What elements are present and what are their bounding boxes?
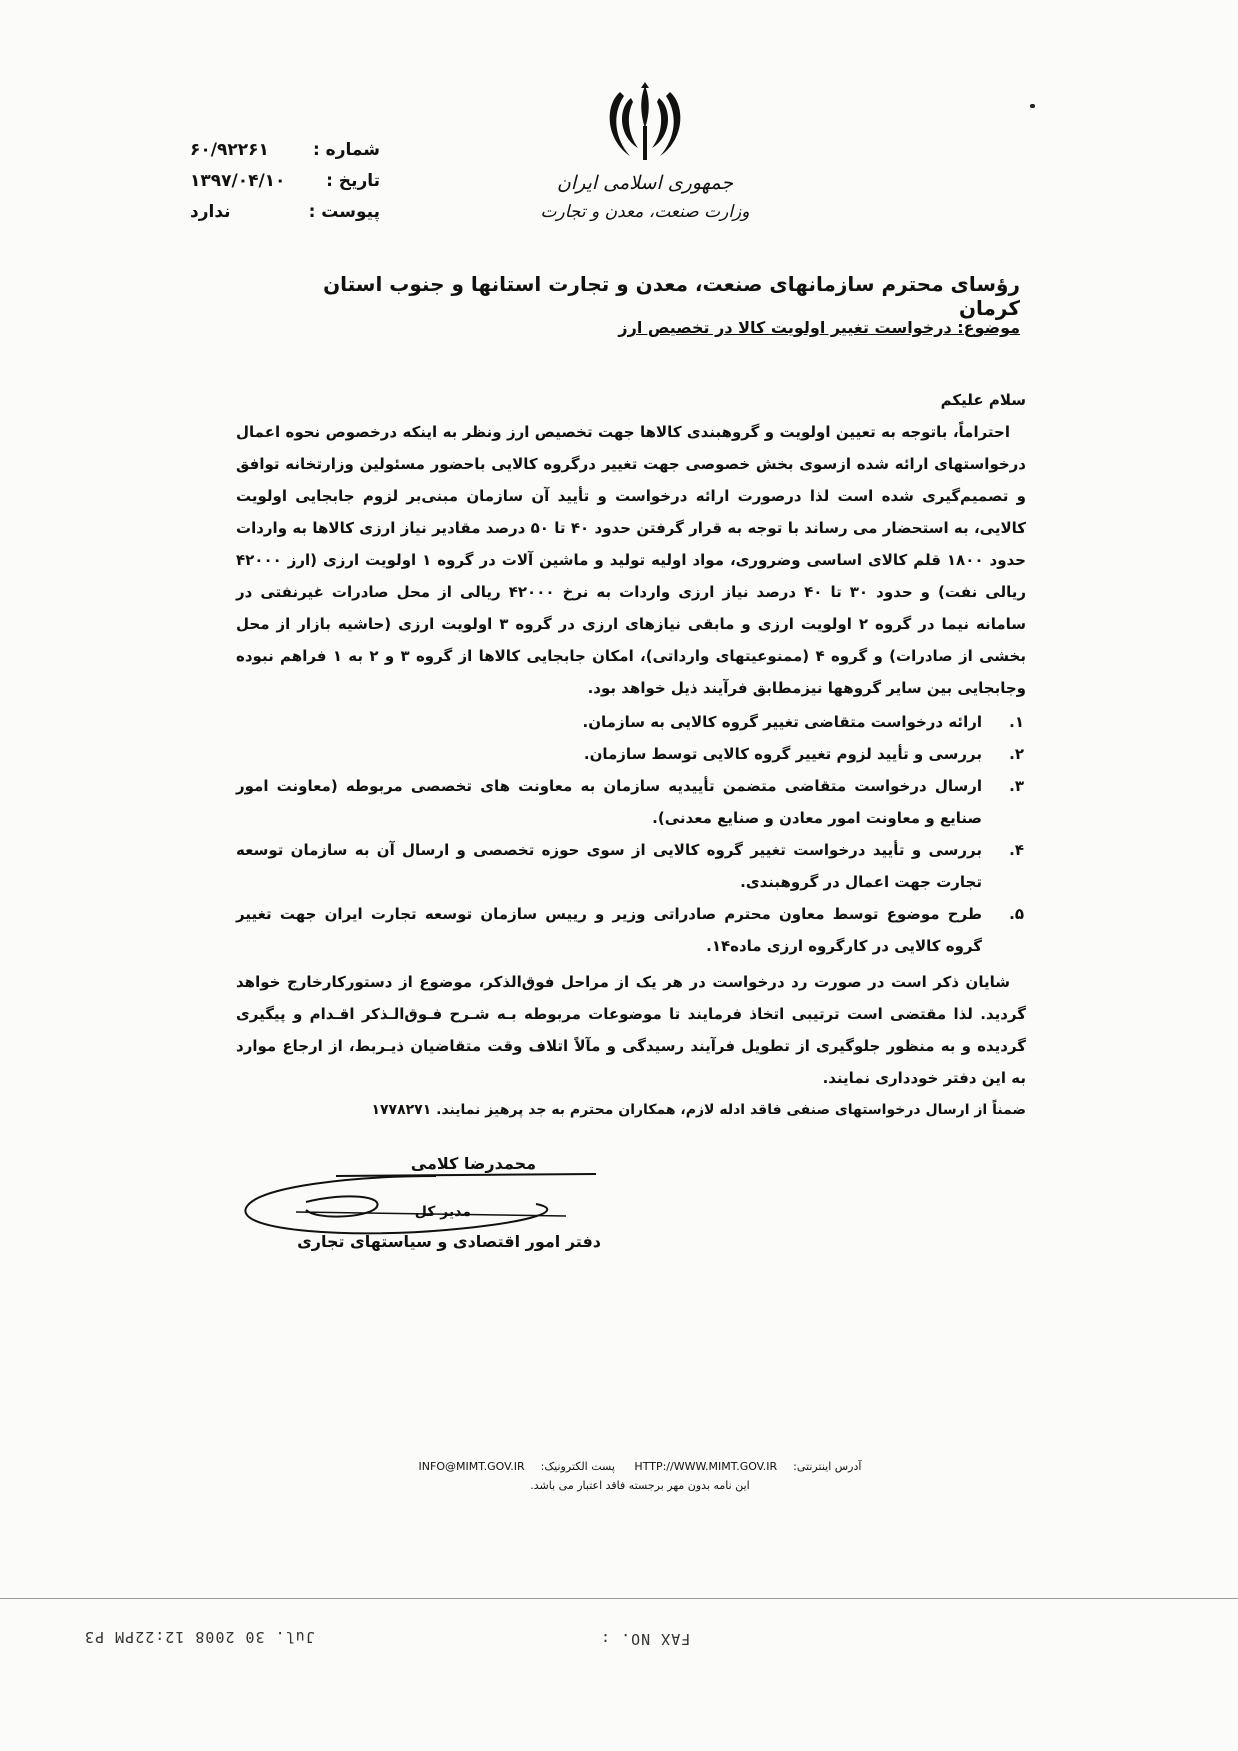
meta-label: تاریخ :	[326, 170, 380, 191]
meta-value: ۱۳۹۷/۰۴/۱۰	[190, 170, 286, 191]
speck	[1030, 104, 1035, 108]
iran-emblem-icon	[600, 78, 690, 168]
step-text: بررسی و تأیید درخواست تغییر گروه کالایی از سوی حوزه تخصصی و ارسال آن به سازمان توسعه تجارت جهت اعمال در گروهبندی.	[236, 841, 982, 891]
list-item	[236, 738, 1026, 770]
meta-value: ۶۰/۹۲۲۶۱	[190, 139, 269, 160]
meta-attachment	[190, 196, 380, 227]
footer-note: این نامه بدون مهر برجسته فاقد اعتبار می باشد.	[530, 1479, 750, 1492]
greeting: سلام علیکم	[940, 391, 1026, 409]
signer-office: دفتر امور اقتصادی و سیاستهای تجاری	[297, 1232, 601, 1251]
fax-number: FAX NO. :	[600, 1630, 691, 1648]
meta-value: ندارد	[190, 201, 231, 222]
fax-timestamp: Jul. 30 2008 12:22PM P3	[84, 1628, 315, 1646]
footer-contact	[380, 1460, 900, 1473]
fax-divider	[0, 1598, 1238, 1599]
step-text: ارائه درخواست متقاضی تغییر گروه کالایی به سازمان.	[582, 713, 982, 731]
ministry-header	[540, 168, 750, 226]
footer-email: INFO@MIMT.GOV.IR	[418, 1460, 525, 1473]
step-number: ۳.	[1009, 777, 1024, 795]
list-item	[236, 834, 1026, 898]
list-item	[236, 898, 1026, 962]
reference-code: ۱۷۷۸۲۷۱	[371, 1102, 432, 1118]
list-item	[236, 770, 1026, 834]
step-number: ۲.	[1009, 745, 1024, 763]
letter-footer	[380, 1460, 900, 1492]
meta-label: شماره :	[312, 139, 380, 160]
step-number: ۵.	[1009, 905, 1024, 923]
signature-block	[236, 1146, 676, 1266]
signer-title: مدیر کل	[414, 1204, 471, 1220]
procedure-steps	[236, 706, 1026, 962]
ministry-name: وزارت صنعت، معدن و تجارت	[540, 202, 750, 222]
paragraph-1: احتراماً، باتوجه به تعیین اولویت و گروهبندی کالاها جهت تخصیص ارز ونظر به اینکه درخصوص نحوه اعمال درخواستهای ارائه شده ازسوی بخش خصوصی جهت تغییر درگروه کالایی باحضور مسئولین وزارتخانه توافق و تصمیم‌گیری شده است لذا درصورت ارائه درخواست و تأیید آن سازمان مبنی‌بر لزوم جابجایی اولویت کالایی، به استحضار می رساند با توجه به قرار گرفتن حدود ۴۰ تا ۵۰ درصد مقادیر نیاز ارزی کالاها به واردات حدود ۱۸۰۰ قلم کالای اساسی وضروری، مواد اولیه تولید و ماشین آلات در گروه ۱ اولویت ارزی (ارز ۴۲۰۰۰ ریالی نفت) و حدود ۳۰ تا ۴۰ درصد نیاز ارزی واردات به نرخ ۴۲۰۰۰ ریالی از محل صادرات غیرنفتی در سامانه نیما در گروه ۲ اولویت ارزی و مابقی نیازهای ارزی در گروه ۳ اولویت ارزی (حاشیه بازار از محل بخشی از صادرات) و گروه ۴ (ممنوعیتهای وارداتی)، امکان جابجایی کالاها از گروه ۳ و ۲ به ۱ فراهم نبوده وجابجایی بین سایر گروهها نیزمطابق فرآیند ذیل خواهد بود.	[236, 423, 1027, 697]
step-number: ۱.	[1009, 713, 1024, 731]
step-text: بررسی و تأیید لزوم تغییر گروه کالایی توسط سازمان.	[583, 745, 982, 763]
letter-meta	[190, 134, 380, 227]
recipient: رؤسای محترم سازمانهای صنعت، معدن و تجارت استانها و جنوب استان کرمان	[323, 272, 1020, 320]
step-text: ارسال درخواست متقاضی متضمن تأییدیه سازمان به معاونت های تخصصی مربوطه (معاونت امور صنایع و معاونت امور معادن و صنایع معدنی).	[236, 777, 982, 827]
signer-name: محمدرضا کلامی	[410, 1154, 536, 1173]
paragraph-3-text: ضمناً از ارسال درخواستهای صنفی فاقد ادله لازم، همکاران محترم به جد پرهیز نمایند.	[436, 1102, 1026, 1118]
list-item	[236, 706, 1026, 738]
meta-number	[190, 134, 380, 165]
step-number: ۴.	[1009, 841, 1024, 859]
letter-body	[236, 384, 1026, 1126]
footer-email-label: پست الکترونیک:	[540, 1460, 615, 1473]
footer-website: HTTP://WWW.MIMT.GOV.IR	[634, 1460, 778, 1473]
meta-date	[190, 165, 380, 196]
step-text: طرح موضوع توسط معاون محترم صادراتی وزیر و رییس سازمان توسعه تجارت ایران جهت تغییر گروه کالایی در کارگروه ارزی ماده۱۴.	[236, 905, 982, 955]
paragraph-2: شایان ذکر است در صورت رد درخواست در هر یک از مراحل فوق‌الذکر، موضوع از دستورکارخارج خواهد گردید. لذا مقتضی است ترتیبی اتخاذ فرمایند تا موضوعات مربوطه بـه شـرح فـوق‌الـذکر اقـدام و پیگیری گردیده و به منظور جلوگیری از تطویل فرآیند رسیدگی و مآلاً اتلاف وقت متقاضیان ذیـربط، از ارجاع موارد به این دفتر خودداری نمایند.	[236, 973, 1026, 1087]
paragraph-3	[236, 1094, 1026, 1126]
subject-text: موضوع: درخواست تغییر اولویت کالا در تخصیص ارز	[618, 318, 1020, 337]
meta-label: پیوست :	[308, 201, 380, 222]
subject-line	[560, 318, 1020, 337]
footer-website-label: آدرس اینترنتی:	[793, 1460, 862, 1473]
country-name: جمهوری اسلامی ایران	[556, 172, 734, 194]
